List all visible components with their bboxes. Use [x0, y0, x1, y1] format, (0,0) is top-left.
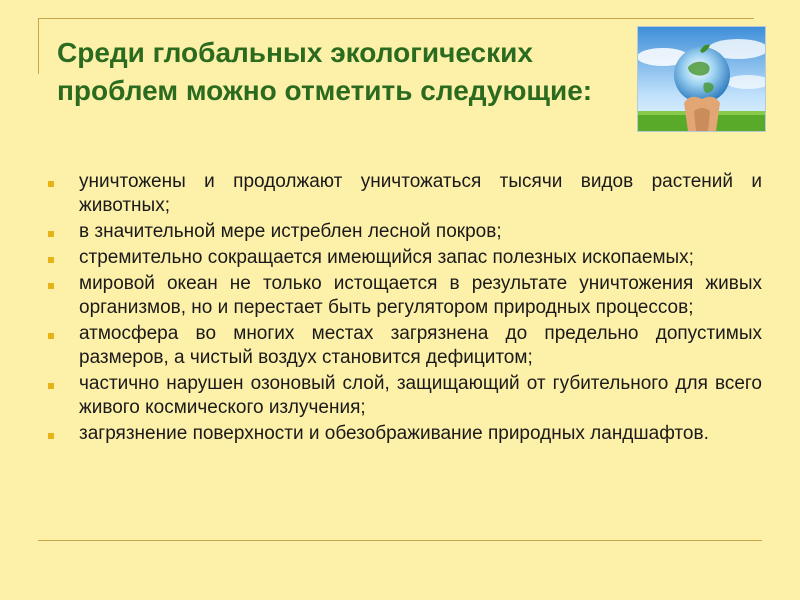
bullet-icon [48, 181, 54, 187]
earth-in-hands-image [637, 26, 766, 132]
list-item-text: загрязнение поверхности и обезображивание природных ландшафтов. [79, 423, 709, 444]
list-item-text: уничтожены и продолжают уничтожаться тысячи видов растений и животных; [79, 171, 762, 216]
bullet-icon [48, 383, 54, 389]
left-divider [38, 18, 39, 74]
problem-list [46, 170, 762, 448]
list-item-text: мировой океан не только истощается в результате уничтожения живых организмов, но и перестает быть регулятором природных процессов; [79, 273, 762, 318]
list-item-text: частично нарушен озоновый слой, защищающий от губительного для всего живого космического излучения; [79, 373, 762, 418]
globe-in-hands-icon [638, 27, 765, 131]
bullet-icon [48, 257, 54, 263]
list-item [46, 272, 762, 320]
bullet-icon [48, 231, 54, 237]
list-item [46, 322, 762, 370]
list-item [46, 372, 762, 420]
top-divider [38, 18, 754, 19]
list-item [46, 246, 762, 270]
bullet-icon [48, 333, 54, 339]
bullet-icon [48, 283, 54, 289]
list-item [46, 220, 762, 244]
list-item [46, 170, 762, 218]
list-item [46, 422, 762, 446]
list-item-text: атмосфера во многих местах загрязнена до предельно допустимых размеров, а чистый воздух становится дефицитом; [79, 323, 762, 368]
bottom-divider [38, 540, 762, 541]
list-item-text: стремительно сокращается имеющийся запас полезных ископаемых; [79, 247, 694, 268]
list-item-text: в значительной мере истреблен лесной покров; [79, 221, 502, 242]
slide-title: Среди глобальных экологических проблем можно отметить следующие: [57, 37, 593, 106]
bullet-icon [48, 433, 54, 439]
